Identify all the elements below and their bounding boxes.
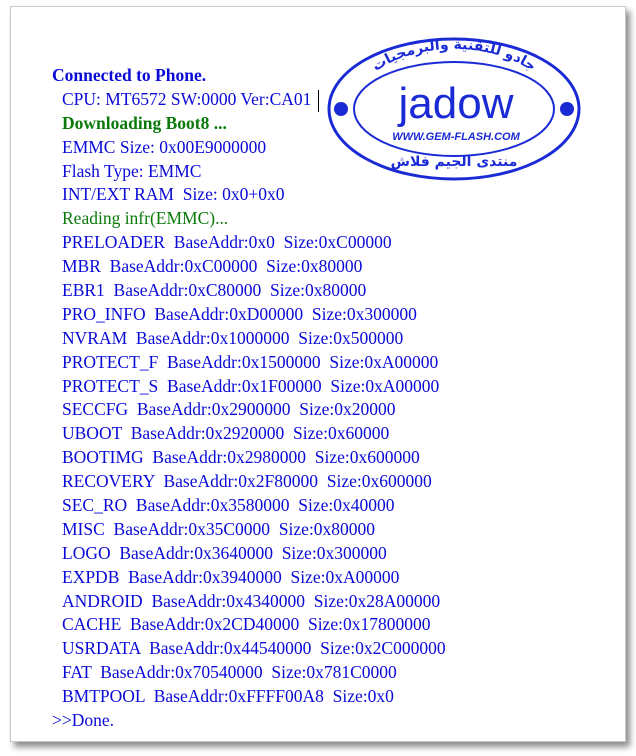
log-line: SECCFG BaseAddr:0x2900000 Size:0x20000 — [62, 399, 396, 420]
log-line: PROTECT_S BaseAddr:0x1F00000 Size:0xA00000 — [62, 375, 440, 396]
log-line: MBR BaseAddr:0xC00000 Size:0x80000 — [62, 256, 363, 277]
log-line: EMMC Size: 0x00E9000000 — [62, 136, 267, 157]
log-line: Connected to Phone. — [52, 65, 207, 85]
log-line: USRDATA BaseAddr:0x44540000 Size:0x2C000000 — [62, 638, 446, 659]
log-line: Downloading Boot8 ... — [62, 112, 227, 133]
log-line: EXPDB BaseAddr:0x3940000 Size:0xA00000 — [62, 566, 400, 587]
watermark-url: WWW.GEM-FLASH.COM — [392, 131, 520, 143]
watermark-left-dot — [334, 102, 348, 116]
log-line: Flash Type: EMMC — [62, 160, 202, 181]
text-cursor — [318, 90, 319, 112]
watermark-arabic-bottom: منتدى الجيم فلاش — [390, 154, 518, 170]
log-line: ANDROID BaseAddr:0x4340000 Size:0x28A00000 — [62, 590, 441, 611]
log-line: LOGO BaseAddr:0x3640000 Size:0x300000 — [62, 542, 387, 563]
log-line: FAT BaseAddr:0x70540000 Size:0x781C0000 — [62, 662, 397, 683]
log-line: CPU: MT6572 SW:0000 Ver:CA01 — [62, 88, 312, 109]
log-line: SEC_RO BaseAddr:0x3580000 Size:0x40000 — [62, 495, 395, 516]
log-line: INT/EXT RAM Size: 0x0+0x0 — [62, 184, 285, 205]
log-line: UBOOT BaseAddr:0x2920000 Size:0x60000 — [62, 423, 390, 444]
log-line: EBR1 BaseAddr:0xC80000 Size:0x80000 — [62, 280, 367, 301]
watermark-arabic-top: جادو للتقنية والبرمجيات — [369, 36, 539, 75]
log-line: BOOTIMG BaseAddr:0x2980000 Size:0x600000 — [62, 447, 420, 468]
log-line: CACHE BaseAddr:0x2CD40000 Size:0x17800000 — [62, 614, 431, 635]
log-line: PROTECT_F BaseAddr:0x1500000 Size:0xA00000 — [62, 351, 439, 372]
log-line: NVRAM BaseAddr:0x1000000 Size:0x500000 — [62, 327, 404, 348]
log-line: BMTPOOL BaseAddr:0xFFFF00A8 Size:0x0 — [62, 686, 394, 707]
log-line: PRO_INFO BaseAddr:0xD00000 Size:0x300000 — [62, 303, 417, 324]
log-line: RECOVERY BaseAddr:0x2F80000 Size:0x600000 — [62, 471, 432, 492]
watermark-name: jadow — [398, 79, 514, 128]
log-line: >>Done. — [52, 710, 115, 731]
watermark-right-dot — [560, 102, 574, 116]
jadow-watermark-logo — [324, 34, 584, 184]
log-line: Reading infr(EMMC)... — [62, 208, 229, 229]
log-line: PRELOADER BaseAddr:0x0 Size:0xC00000 — [62, 232, 392, 253]
log-line: MISC BaseAddr:0x35C0000 Size:0x80000 — [62, 518, 376, 539]
